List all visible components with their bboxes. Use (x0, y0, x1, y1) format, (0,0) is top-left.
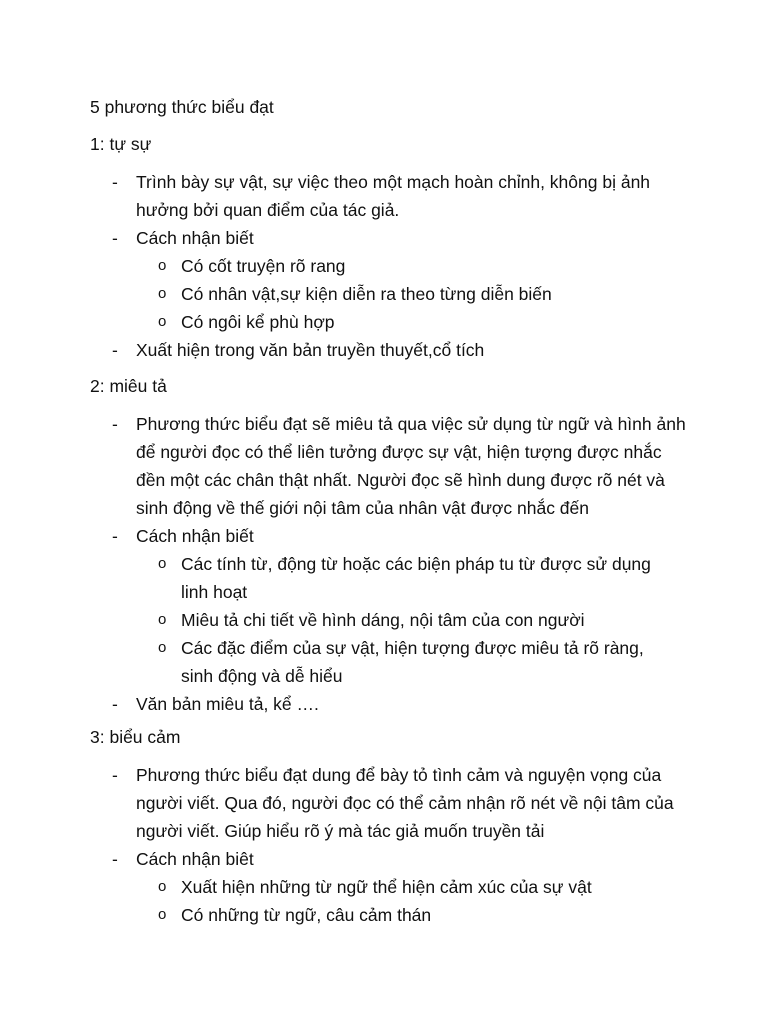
list-item (90, 168, 690, 224)
list-item-text: Trình bày sự vật, sự việc theo một mạch hoàn chỉnh, không bị ảnh hưởng bởi quan điểm của tác giả. (136, 172, 651, 220)
circle-bullet-icon: o (158, 878, 167, 895)
sub-list-item (136, 280, 690, 308)
sub-list-item (136, 634, 690, 690)
sub-list-item-text: Các đặc điểm của sự vật, hiện tượng được miêu tả rõ ràng, sinh động và dễ hiểu (181, 638, 644, 686)
sub-list (136, 550, 690, 690)
sub-list-item (136, 873, 690, 901)
sub-list (136, 873, 690, 929)
section-heading: 2: miêu tả (90, 376, 167, 396)
circle-bullet-icon: o (158, 313, 167, 330)
list-item (90, 761, 690, 845)
dash-marker: - (112, 340, 118, 360)
dash-marker: - (112, 414, 118, 434)
dash-marker: - (112, 694, 118, 714)
list-item-text: Cách nhận biêt (136, 849, 254, 869)
dash-marker: - (112, 849, 118, 869)
dash-marker: - (112, 172, 118, 192)
sub-list-item (136, 550, 690, 606)
list-item-text: Phương thức biểu đạt sẽ miêu tả qua việc sử dụng từ ngữ và hình ảnh để người đọc có thể liên tưởng được sự vật, hiện tượng được nhắc đền một các chân thật nhất. Người đọc sẽ hình dung được rõ nét và sinh động về thế giới nội tâm của nhân vật được nhắc đến (136, 414, 686, 518)
sub-list-item (136, 606, 690, 634)
section-tu-su (90, 130, 690, 364)
list-item (90, 336, 690, 364)
circle-bullet-icon: o (158, 639, 167, 656)
list-item (90, 845, 690, 929)
list-item (90, 522, 690, 690)
dash-marker: - (112, 526, 118, 546)
document-title: 5 phương thức biểu đạt (90, 97, 274, 117)
circle-bullet-icon: o (158, 285, 167, 302)
sub-list-item (136, 308, 690, 336)
sub-list (136, 252, 690, 336)
sub-list-item-text: Có cốt truyện rõ rang (181, 256, 346, 276)
list-item (90, 690, 690, 718)
sub-list-item-text: Có ngôi kể phù hợp (181, 312, 335, 332)
section-mieu-ta (90, 372, 690, 718)
dash-marker: - (112, 228, 118, 248)
circle-bullet-icon: o (158, 611, 167, 628)
list-item-text: Phương thức biểu đạt dung để bày tỏ tình cảm và nguyện vọng của người viết. Qua đó, người đọc có thể cảm nhận rõ nét về nội tâm của người viết. Giúp hiểu rõ ý mà tác giả muốn truyền tải (136, 765, 674, 841)
dash-marker: - (112, 765, 118, 785)
circle-bullet-icon: o (158, 906, 167, 923)
circle-bullet-icon: o (158, 257, 167, 274)
circle-bullet-icon: o (158, 555, 167, 572)
section-bieu-cam (90, 723, 690, 929)
dash-list (90, 761, 690, 929)
list-item-text: Cách nhận biết (136, 228, 254, 248)
dash-list (90, 168, 690, 364)
list-item-text: Văn bản miêu tả, kể …. (136, 694, 319, 714)
sub-list-item-text: Có những từ ngữ, câu cảm thán (181, 905, 432, 925)
list-item (90, 224, 690, 336)
list-item (90, 410, 690, 522)
list-item-text: Xuất hiện trong văn bản truyền thuyết,cổ tích (136, 340, 485, 360)
section-heading: 3: biểu cảm (90, 727, 181, 747)
section-heading: 1: tự sự (90, 134, 152, 154)
sub-list-item-text: Có nhân vật,sự kiện diễn ra theo từng diễn biến (181, 284, 552, 304)
dash-list (90, 410, 690, 718)
list-item-text: Cách nhận biết (136, 526, 254, 546)
sub-list-item (136, 901, 690, 929)
sub-list-item-text: Xuất hiện những từ ngữ thể hiện cảm xúc của sự vật (181, 877, 592, 897)
sub-list-item-text: Miêu tả chi tiết về hình dáng, nội tâm của con người (181, 610, 585, 630)
sub-list-item-text: Các tính từ, động từ hoặc các biện pháp tu từ được sử dụng linh hoạt (181, 554, 651, 602)
sub-list-item (136, 252, 690, 280)
